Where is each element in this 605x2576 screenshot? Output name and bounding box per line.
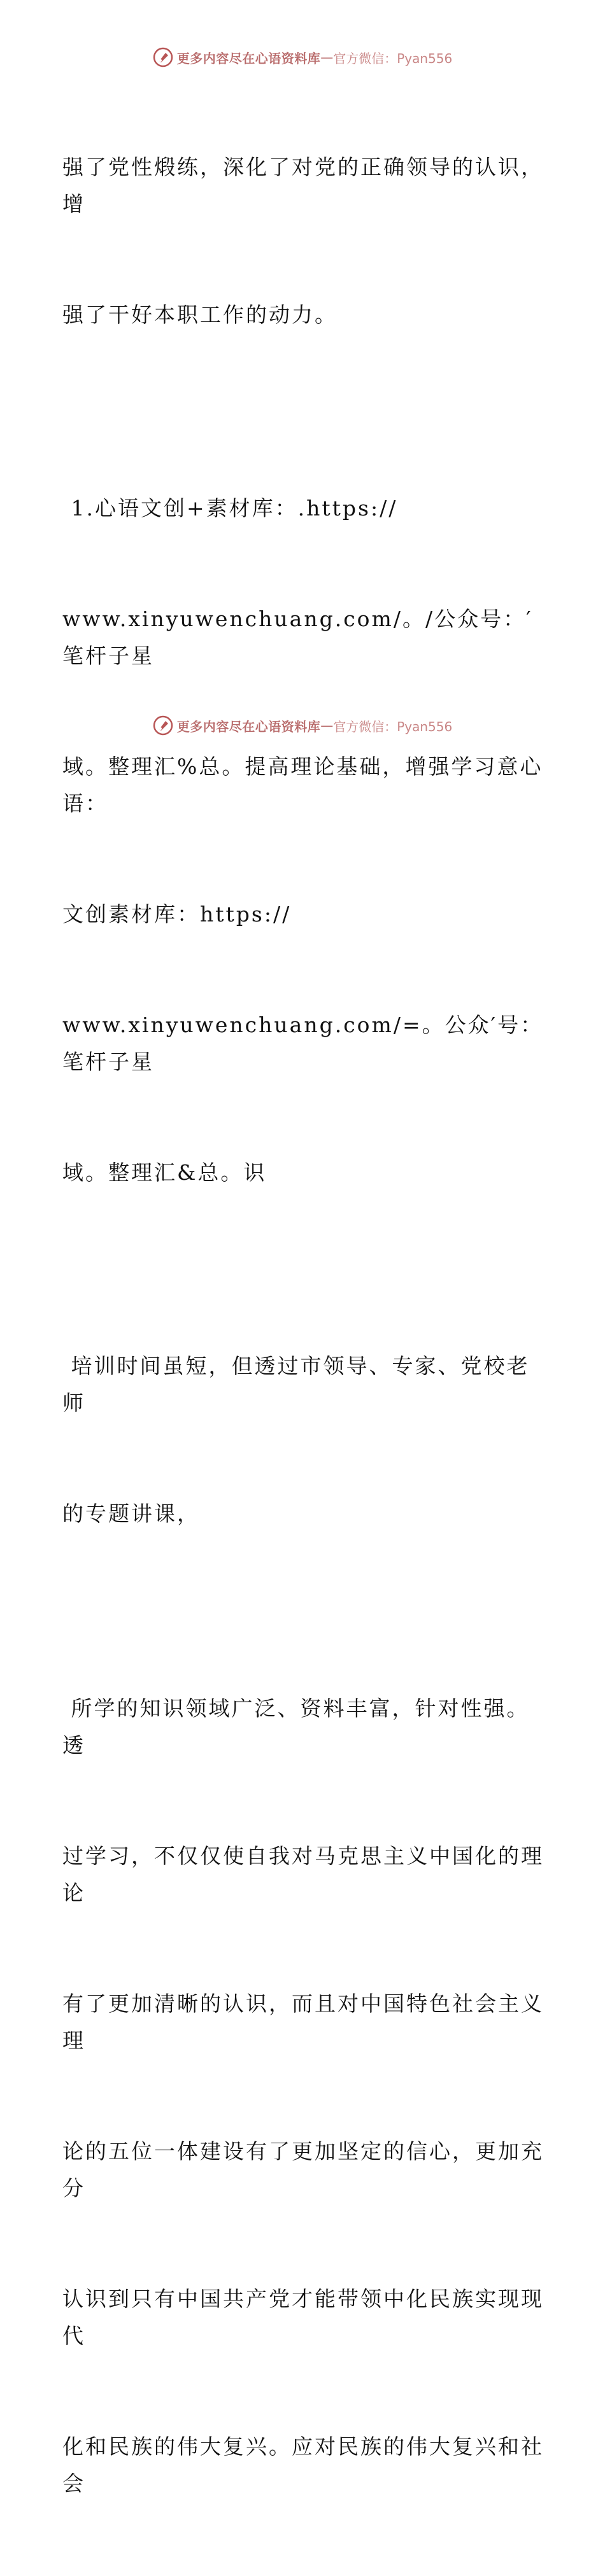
text-line: 强了党性煅练，深化了对党的正确领导的认识，增 bbox=[62, 155, 544, 216]
text-line: www.xinyuwenchuang.com/。/公众号：′笔杆子星 bbox=[62, 606, 533, 668]
text-line: 域。整理汇&总。识 bbox=[62, 1160, 267, 1185]
text-line: 论的五位一体建设有了更加坚定的信心，更加充分 bbox=[62, 2139, 544, 2201]
text-line: 认识到只有中国共产党才能带领中化民族实现现代 bbox=[62, 2286, 544, 2348]
text-line: 所学的知识领域广泛、资料丰富，针对性强。透 bbox=[62, 1696, 530, 1758]
text-line: 强了干好本职工作的动力。 bbox=[62, 302, 338, 327]
banner-separator: — bbox=[320, 718, 334, 733]
text-line: 过学习，不仅仅使自我对马克思主义中国化的理论 bbox=[62, 1844, 544, 1905]
banner-wechat: 官方微信：Pyan556 bbox=[333, 718, 453, 734]
pen-nib-logo-icon bbox=[153, 715, 173, 736]
banner-title: 更多内容尽在心语资料库 bbox=[176, 50, 321, 66]
footer-banner bbox=[0, 713, 605, 738]
banner-title: 更多内容尽在心语资料库 bbox=[176, 718, 321, 734]
text-line: www.xinyuwenchuang.com/=。公众′号：笔杆子星 bbox=[62, 1012, 544, 1074]
text-line: 有了更加清晰的认识，而且对中国特色社会主义理 bbox=[62, 1991, 544, 2053]
paragraph-2 bbox=[62, 416, 546, 1265]
text-line: 域。整理汇%总。提高理论基础，增强学习意心语： bbox=[62, 754, 543, 816]
header-banner bbox=[0, 45, 605, 70]
pen-nib-logo-icon bbox=[153, 47, 173, 67]
paragraph-4 bbox=[62, 1616, 546, 2576]
paragraph-1 bbox=[62, 75, 546, 407]
text-line: 1.心语文创+素材库：.https:// bbox=[62, 496, 398, 521]
paragraph-3 bbox=[62, 1274, 546, 1606]
text-line: 文创素材库：https:// bbox=[62, 902, 292, 927]
text-line: 的专题讲课， bbox=[62, 1501, 200, 1526]
document-body bbox=[62, 75, 546, 2576]
banner-wechat: 官方微信：Pyan556 bbox=[333, 50, 453, 66]
banner-separator: — bbox=[320, 50, 334, 65]
text-line: 化和民族的伟大复兴。应对民族的伟大复兴和社会 bbox=[62, 2434, 544, 2496]
text-line: 培训时间虽短，但透过市领导、专家、党校老师 bbox=[62, 1354, 530, 1415]
